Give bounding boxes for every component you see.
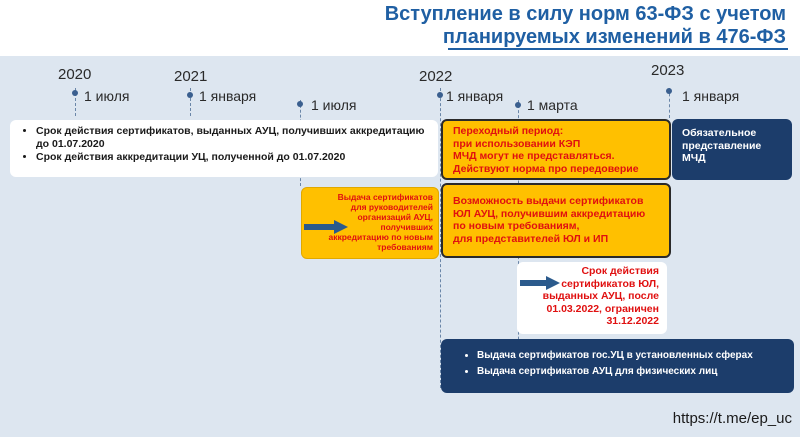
card-line: 31.12.2022 [606,315,659,327]
title-underline [448,48,788,50]
timeline-dot [437,92,443,98]
page-title-line-2: планируемых изменений в 476-ФЗ [442,26,786,48]
timeline-dot [297,101,303,107]
card-line: МЧД [682,152,706,164]
timeline-dot [187,92,193,98]
page-title-line-1: Вступление в силу норм 63-ФЗ с учетом [384,3,786,25]
card-line: ЮЛ АУЦ, получившим аккредитацию [453,207,646,220]
date-label: 1 июля [311,97,357,113]
card-line: Действуют норма про передоверие [453,162,639,175]
date-label: 1 июля [84,88,130,104]
arrow-right-icon [520,276,560,290]
card-line: получивших [380,222,433,232]
date-label: 1 января [446,88,504,104]
timeline-dot [666,88,672,94]
card-line: Обязательное [682,127,757,139]
card-line: выданных АУЦ, после [542,290,659,302]
card-line: требованиям [377,242,433,252]
timeline-dot [72,90,78,96]
card-line: 01.03.2022, ограничен [546,302,659,315]
card-line: Переходный период: [453,125,564,137]
card-line: Срок действия [581,265,659,277]
card-line: МЧД могут не представляться. [453,150,615,162]
card-line: сертификатов ЮЛ, [561,277,659,290]
card-line: по новым требованиям, [453,220,580,232]
date-label: 1 января [682,88,740,104]
card-line: аккредитацию по новым [328,232,433,242]
card-line: Выдача сертификатов [337,192,433,202]
card-line: для руководителей [350,202,433,212]
card-line: Возможность выдачи сертификатов [453,195,644,207]
footer-link[interactable]: https://t.me/ep_uc [672,410,792,427]
timeline-dot [515,102,521,108]
list-item: • Срок действия аккредитации УЦ, полученной до 01.07.2020 [36,151,430,164]
year-label-2021: 2021 [174,68,208,85]
card-line: представление [682,139,762,152]
year-label-2020: 2020 [58,66,92,83]
card-gov-uc-issuance [441,339,794,393]
arrow-right-icon [304,220,348,234]
list-item: • Срок действия сертификатов, выданных АУЦ, получивших аккредитацию до 01.07.2020 [36,125,430,151]
card-transition-period [441,119,671,180]
card-line: при использовании КЭП [453,137,581,150]
card-line: для представителей ЮЛ и ИП [453,232,609,245]
year-label-2023: 2023 [651,62,685,79]
date-label: 1 марта [527,97,578,113]
list-item: • Выдача сертификатов гос.УЦ в установленных сферах [477,348,784,364]
card-line: организаций АУЦ, [357,212,433,222]
list-item: • Выдача сертификатов АУЦ для физических лиц [477,364,784,380]
date-label: 1 января [199,88,257,104]
card-ul-certificate-validity [517,262,667,334]
card-ul-certificate-issuance [441,183,671,258]
card-certificate-validity-2020 [10,120,438,177]
year-label-2022: 2022 [419,68,453,85]
card-mandatory-mchd [672,119,792,180]
